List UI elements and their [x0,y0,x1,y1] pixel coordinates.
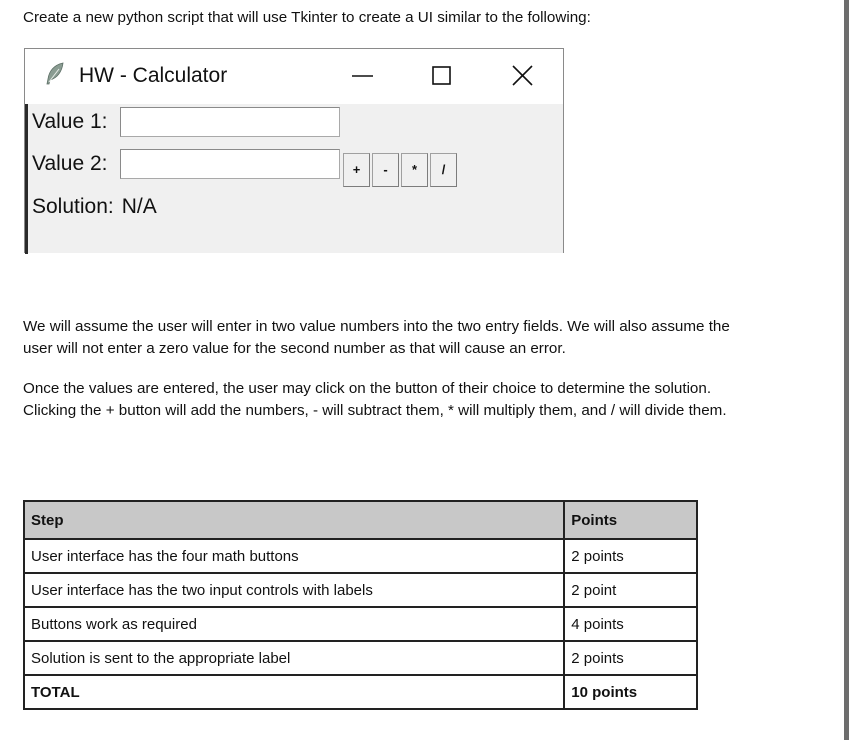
page-edge-rule [844,0,849,740]
total-label: TOTAL [24,675,564,709]
multiply-button[interactable]: * [401,153,428,187]
row-step: User interface has the two input controls with labels [24,573,564,607]
minimize-icon[interactable] [339,61,385,91]
solution-label: Solution: [32,195,114,218]
total-points: 10 points [564,675,697,709]
feather-icon [44,62,66,86]
row-step: User interface has the four math buttons [24,539,564,573]
value1-input[interactable] [120,107,340,137]
row-points: 4 points [564,607,697,641]
header-step: Step [24,501,564,539]
row-points: 2 point [564,573,697,607]
grading-rubric-table [23,500,698,710]
row-points: 2 points [564,539,697,573]
operator-buttons [343,153,459,187]
row-step: Solution is sent to the appropriate label [24,641,564,675]
paragraph-operations: Once the values are entered, the user may click on the button of their choice to determine the solution. Clicking the + button will add the numbers, - will subtract them, * will multiply them, and / will divide them. [23,380,727,419]
table-row [24,607,697,641]
value1-label: Value 1: [32,110,108,133]
window-titlebar[interactable] [25,49,563,104]
solution-value: N/A [121,195,157,218]
table-row [24,641,697,675]
add-button[interactable]: + [343,153,370,187]
table-row [24,573,697,607]
value2-label: Value 2: [32,152,108,175]
table-total-row [24,675,697,709]
tk-calculator-window [24,48,564,253]
table-row [24,539,697,573]
window-left-border [25,104,28,254]
window-title: HW - Calculator [79,64,228,87]
row-points: 2 points [564,641,697,675]
table-header-row [24,501,697,539]
header-points: Points [564,501,697,539]
intro-text: Create a new python script that will use Tkinter to create a UI similar to the following: [23,9,591,26]
subtract-button[interactable]: - [372,153,399,187]
value2-input[interactable] [120,149,340,179]
divide-button[interactable]: / [430,153,457,187]
solution-row [32,194,157,220]
row-step: Buttons work as required [24,607,564,641]
close-icon[interactable] [499,61,545,91]
paragraph-assumptions: We will assume the user will enter in two value numbers into the two entry fields. We will also assume the user will not enter a zero value for the second number as that will cause an error. [23,318,730,357]
maximize-icon[interactable] [418,61,464,91]
